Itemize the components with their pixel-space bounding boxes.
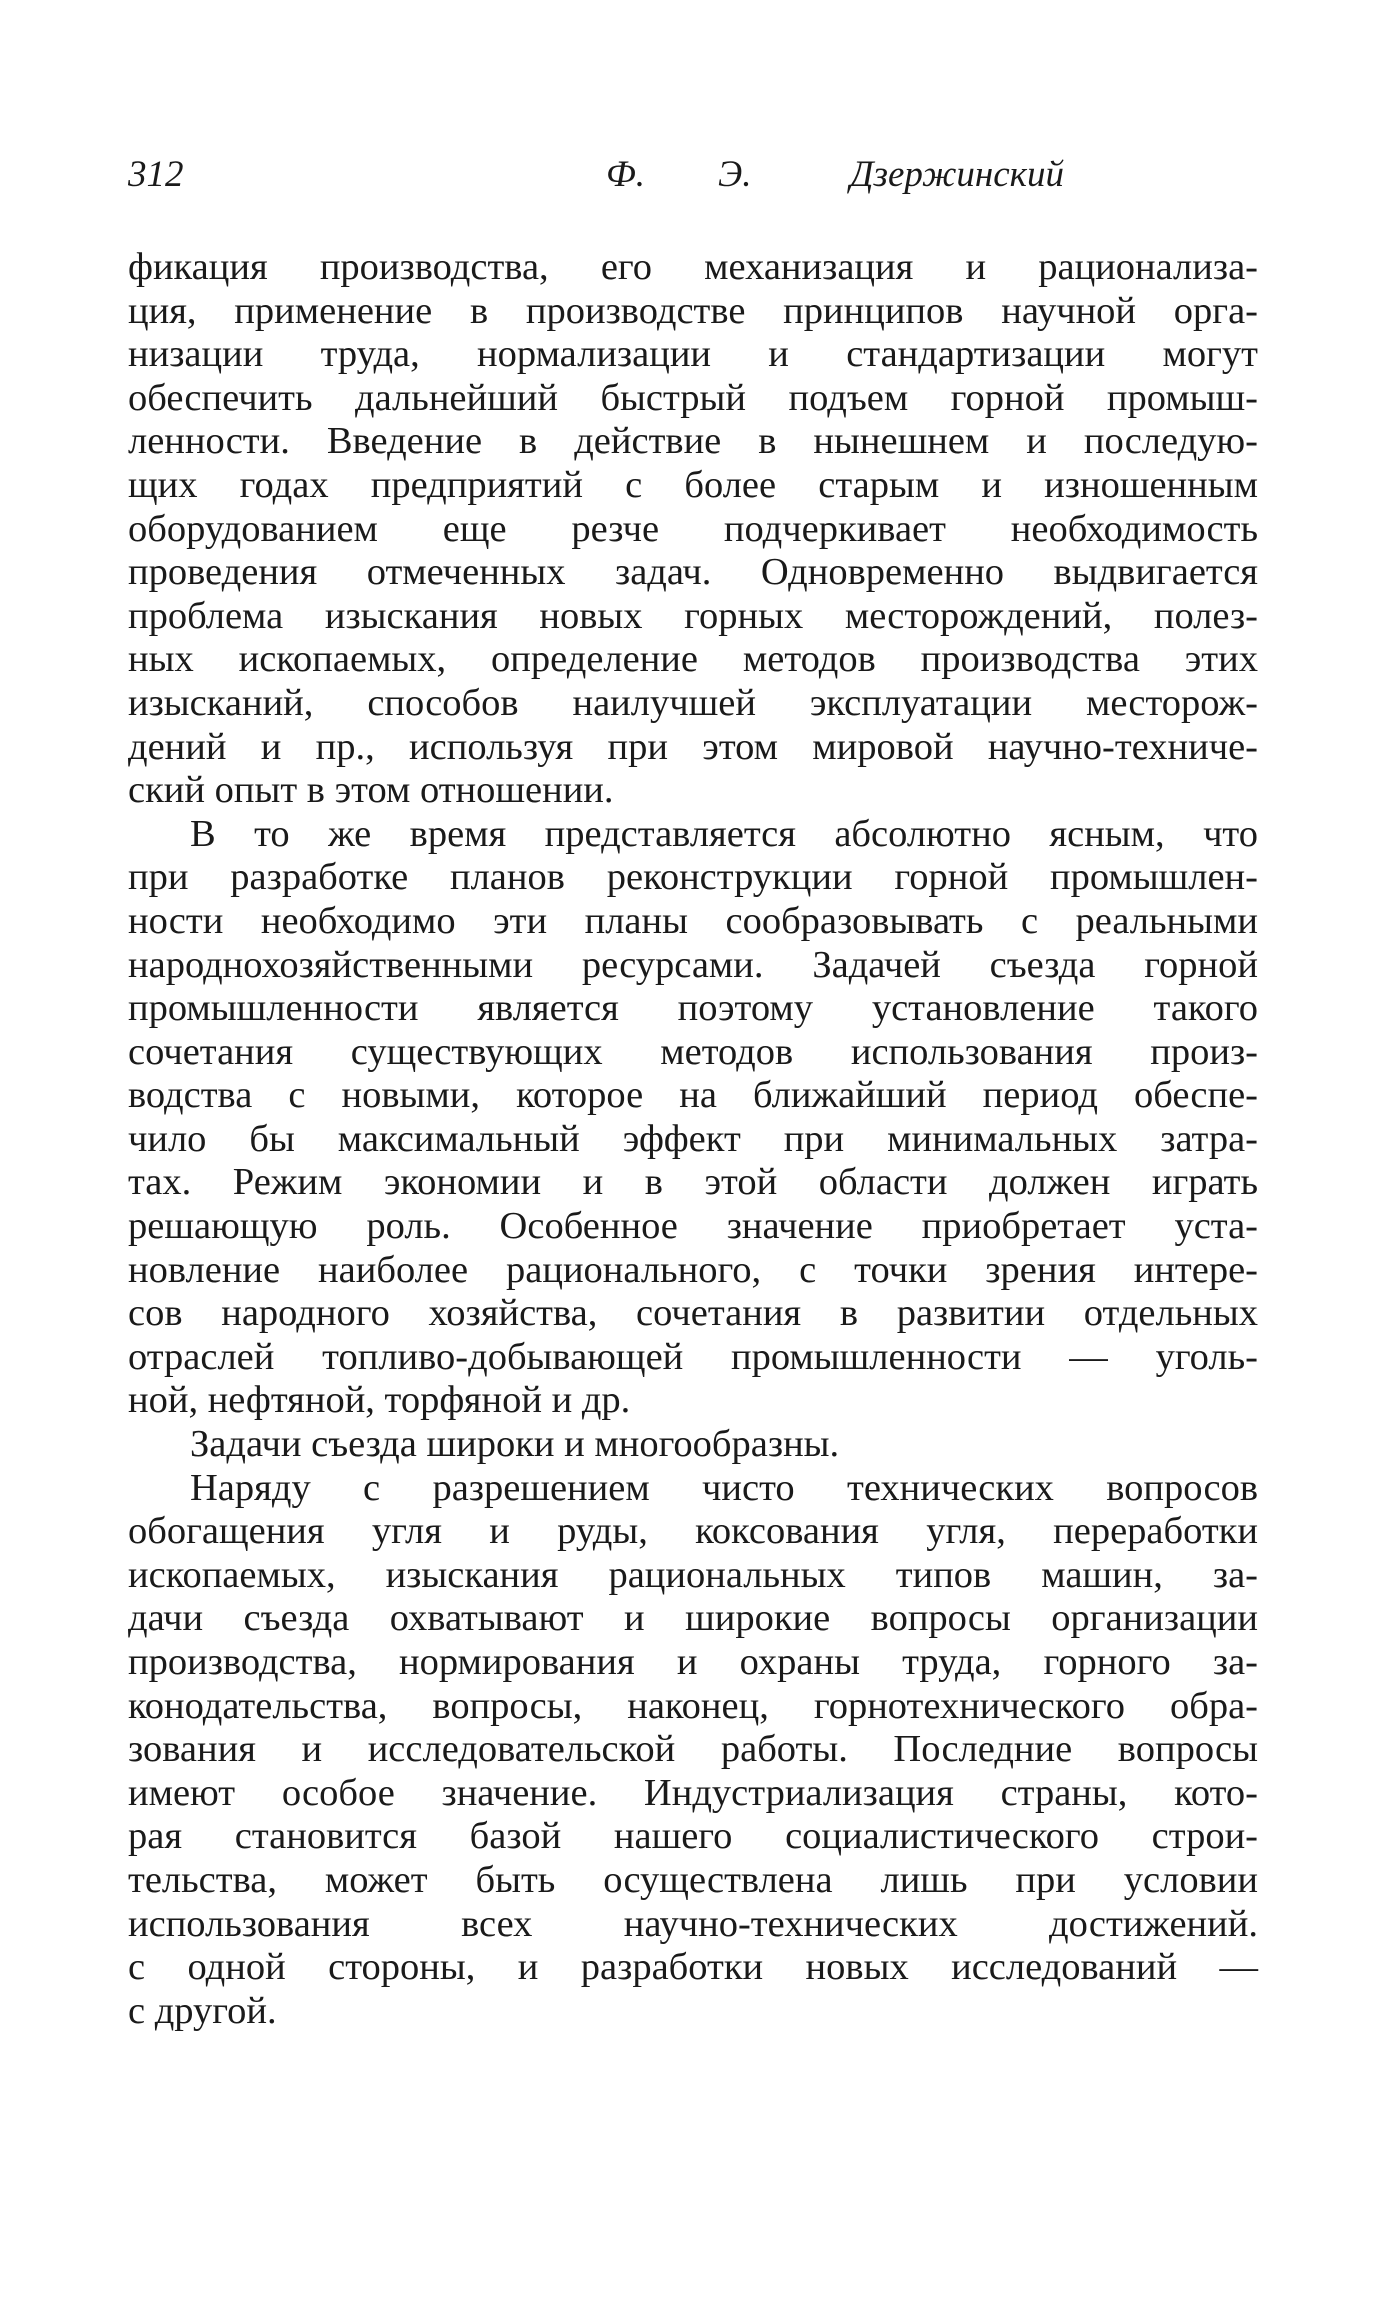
text-line: оборудованием еще резче подчеркивает необходимость xyxy=(128,507,1258,550)
paragraph xyxy=(128,813,1258,1423)
text-line: тельства, может быть осуществлена лишь при условии xyxy=(128,1858,1258,1901)
text-line: производства, нормирования и охраны труда, горного за- xyxy=(128,1641,1258,1683)
author-initial-second: Э. xyxy=(718,154,752,195)
text-line: ных ископаемых, определение методов производства этих xyxy=(128,638,1258,681)
text-line: ский опыт в этом отношении. xyxy=(128,769,614,812)
text-line: щих годах предприятий с более старым и изношенным xyxy=(128,463,1258,506)
text-line: ленности. Введение в действие в нынешнем и последую- xyxy=(128,420,1258,463)
text-line: Задачи съезда широки и многообразны. xyxy=(190,1423,840,1466)
text-line: низации труда, нормализации и стандартизации могут xyxy=(128,333,1258,376)
text-line: обогащения угля и руды, коксования угля, переработки xyxy=(128,1510,1258,1553)
body-text xyxy=(128,246,1258,2033)
text-line: изысканий, способов наилучшей эксплуатации месторож- xyxy=(128,681,1258,724)
text-line: новление наиболее рационального, с точки зрения интере- xyxy=(128,1248,1258,1291)
text-line: сов народного хозяйства, сочетания в развитии отдельных xyxy=(128,1292,1258,1335)
paragraph xyxy=(128,1467,1258,2034)
author-surname: Дзержинский xyxy=(850,154,1064,195)
text-line: имеют особое значение. Индустриализация страны, кото- xyxy=(128,1771,1258,1814)
text-line: дачи съезда охватывают и широкие вопросы организации xyxy=(128,1597,1258,1640)
text-line: тах. Режим экономии и в этой области должен играть xyxy=(128,1161,1258,1204)
text-line: проблема изыскания новых горных месторождений, полез- xyxy=(128,594,1258,637)
text-line: решающую роль. Особенное значение приобретает уста- xyxy=(128,1205,1258,1248)
text-line: конодательства, вопросы, наконец, горнотехнического обра- xyxy=(128,1684,1258,1727)
text-line: ности необходимо эти планы сообразовывать с реальными xyxy=(128,899,1258,942)
text-line: отраслей топливо-добывающей промышленности — уголь- xyxy=(128,1335,1258,1378)
text-line: зования и исследовательской работы. Последние вопросы xyxy=(128,1728,1258,1771)
text-line: ция, применение в производстве принципов научной орга- xyxy=(128,289,1258,332)
text-line: при разработке планов реконструкции горной промышлен- xyxy=(128,856,1258,899)
text-line: водства с новыми, которое на ближайший период обеспе- xyxy=(128,1074,1258,1117)
text-line: дений и пр., используя при этом мировой научно-техниче- xyxy=(128,725,1258,768)
text-line: Наряду с разрешением чисто технических вопросов xyxy=(190,1466,1258,1509)
text-line: сочетания существующих методов использования произ- xyxy=(128,1030,1258,1073)
text-line: чило бы максимальный эффект при минимальных затра- xyxy=(128,1117,1258,1160)
text-line: В то же время представляется абсолютно ясным, что xyxy=(190,812,1258,855)
text-line: фикация производства, его механизация и рационализа- xyxy=(128,246,1258,288)
text-line: народнохозяйственными ресурсами. Задачей съезда горной xyxy=(128,943,1258,986)
paragraph xyxy=(128,1423,1258,1467)
text-line: ископаемых, изыскания рациональных типов машин, за- xyxy=(128,1553,1258,1596)
author-initial-first: Ф. xyxy=(606,154,646,195)
text-line: с одной стороны, и разработки новых исследований — xyxy=(128,1946,1258,1989)
text-line: использования всех научно-технических достижений. xyxy=(128,1902,1258,1945)
text-line: промышленности является поэтому установление такого xyxy=(128,987,1258,1030)
text-line: рая становится базой нашего социалистического строи- xyxy=(128,1815,1258,1858)
text-line: с другой. xyxy=(128,1989,277,2032)
paragraph xyxy=(128,246,1258,813)
text-line: проведения отмеченных задач. Одновременно выдвигается xyxy=(128,551,1258,594)
text-line: обеспечить дальнейший быстрый подъем горной промыш- xyxy=(128,376,1258,419)
page-number: 312 xyxy=(128,154,184,195)
running-header xyxy=(128,150,1258,200)
text-line: ной, нефтяной, торфяной и др. xyxy=(128,1379,631,1422)
